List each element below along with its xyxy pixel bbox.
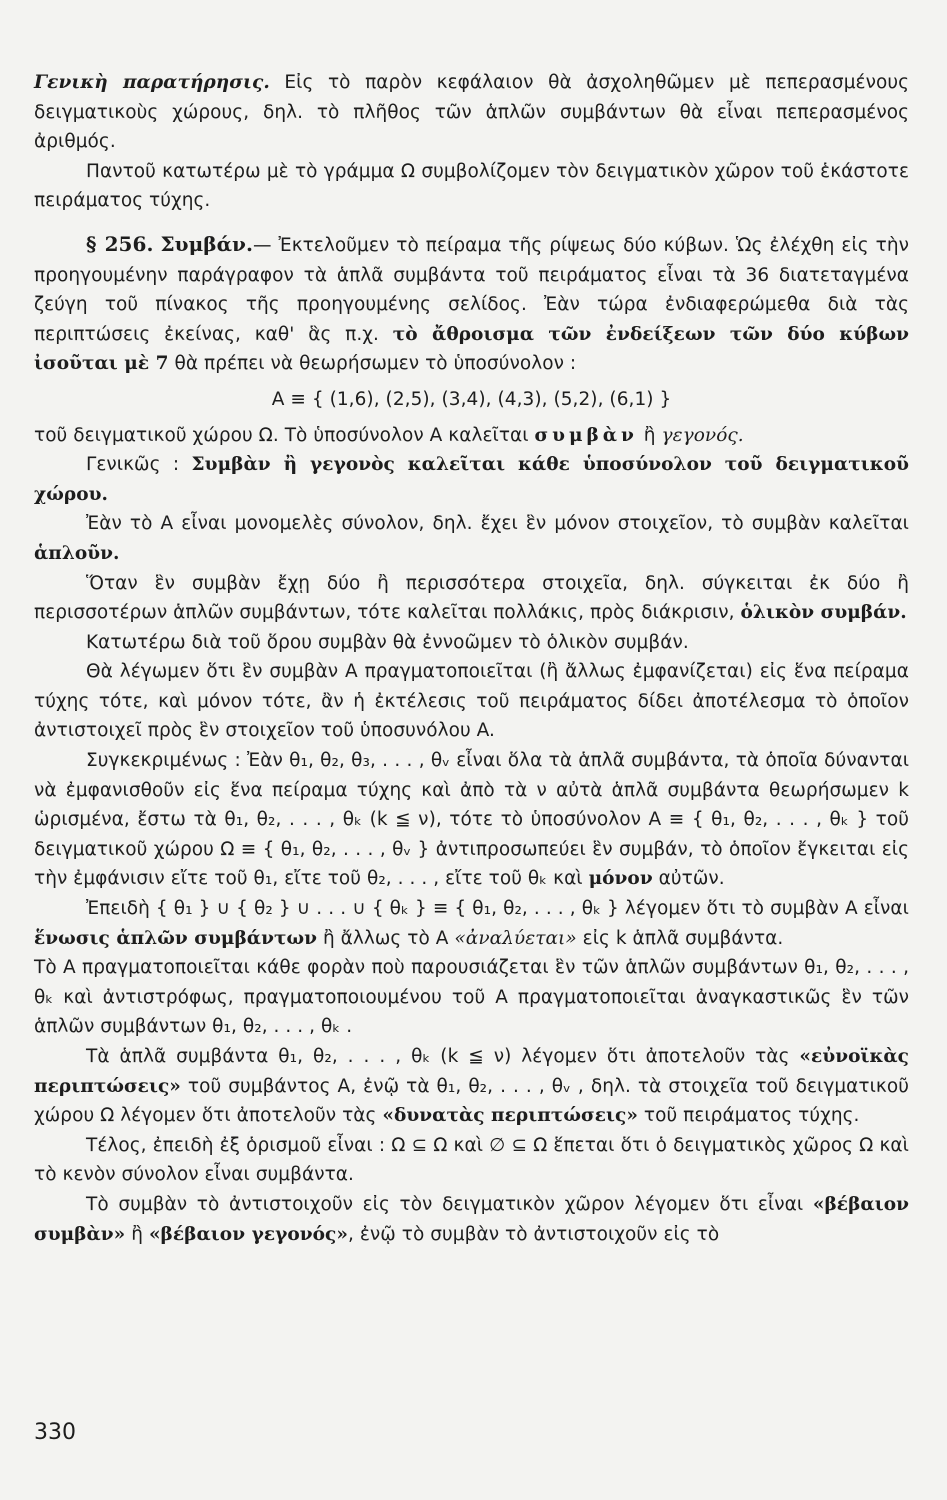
remark-heading: Γενικὴ παρατήρησις.	[34, 72, 270, 93]
paragraph-realization: Θὰ λέγωμεν ὅτι ἓν συμβὰν A πραγματοποιεῖται (ἢ ἄλλως ἐμφανίζεται) εἰς ἕνα πείραμα τύχης τότε, καὶ μόνον τότε, ἂν ἡ ἐκτέλεσις τοῦ πειράματος δίδει ἀποτέλεσμα τὸ ὁποῖον ἀντιστοιχεῖ πρὸς ἓν στοιχεῖον τοῦ ὑποσυνόλου A.	[34, 661, 909, 742]
paragraph-favorable-cases: Τὰ ἁπλᾶ συμβάντα θ₁, θ₂, . . . , θₖ (k ≦ ν) λέγομεν ὅτι ἀποτελοῦν τὰς «εὐνοϊκὰς περιπτώσεις» τοῦ συμβάντος A, ἐνῷ τὰ θ₁, θ₂, . . . , θᵥ , δηλ. τὰ στοιχεῖα τοῦ δειγματικοῦ χώρου Ω λέγομεν ὅτι ἀποτελοῦν τὰς «δυνατὰς περιπτώσεις» τοῦ πειράματος τύχης.	[34, 1046, 909, 1127]
paragraph-union: Ἐπειδὴ { θ₁ } ∪ { θ₂ } ∪ . . . ∪ { θₖ } ≡ { θ₁, θ₂, . . . , θₖ } λέγομεν ὅτι τὸ συμβὰν A εἶναι ἕνωσις ἁπλῶν συμβάντων ἢ ἄλλως τὸ A «ἀναλύεται» εἰς k ἁπλᾶ συμβάντα.	[34, 898, 909, 949]
paragraph-specifically: Συγκεκριμένως : Ἐὰν θ₁, θ₂, θ₃, . . . , θᵥ εἶναι ὅλα τὰ ἁπλᾶ συμβάντα, τὰ ὁποῖα δύνανται νὰ ἐμφανισθοῦν εἰς ἕνα πείραμα τύχης καὶ ἀπὸ τὰ ν αὐτὰ ἁπλᾶ συμβάντα θεωρήσωμεν k ὡρισμένα, ἔστω τὰ θ₁, θ₂, . . . , θₖ (k ≦ ν), τότε τὸ ὑποσύνολον A ≡ { θ₁, θ₂, . . . , θₖ } τοῦ δειγματικοῦ χώρου Ω ≡ { θ₁, θ₂, . . . , θᵥ } ἀντιπροσωπεύει ἓν συμβάν, τὸ ὁποῖον ἔγκειται εἰς τὴν ἐμφάνισιν εἴτε τοῦ θ₁, εἴτε τοῦ θ₂, . . . , εἴτε τοῦ θₖ καὶ μόνον αὐτῶν.	[34, 750, 909, 890]
paragraph-realized-every-time: Τὸ A πραγματοποιεῖται κάθε φορὰν ποὺ παρουσιάζεται ἓν τῶν ἁπλῶν συμβάντων θ₁, θ₂, . . . , θₖ καὶ ἀντιστρόφως, πραγματοποιουμένου τοῦ A πραγματοποιεῖται ἀναγκαστικῶς ἓν τῶν ἁπλῶν συμβάντων θ₁, θ₂, . . . , θₖ .	[34, 957, 909, 1038]
paragraph-event-definition: τοῦ δειγματικοῦ χώρου Ω. Τὸ ὑποσύνολον A καλεῖται συμβὰν ἢ γεγονός.	[34, 424, 744, 446]
paragraph-certain-event: Τὸ συμβὰν τὸ ἀντιστοιχοῦν εἰς τὸν δειγματικὸν χῶρον λέγομεν ὅτι εἶναι «βέβαιον συμβὰν» ἢ «βέβαιον γεγονός», ἐνῷ τὸ συμβὰν τὸ ἀντιστοιχοῦν εἰς τὸ	[34, 1193, 909, 1245]
page-number: 330	[34, 1420, 76, 1445]
subset-formula: A ≡ { (1,6), (2,5), (3,4), (4,3), (5,2), (6,1) }	[271, 388, 672, 410]
section-256: § 256. Συμβάν.— Ἐκτελοῦμεν τὸ πείραμα τῆς ρίψεως δύο κύβων. Ὡς ἐλέχθη εἰς τὴν προηγουμένην παράγραφον τὰ ἁπλᾶ συμβάντα τοῦ πειράματος εἶναι τὰ 36 διατεταγμένα ζεύγη τοῦ πίνακος τῆς προηγουμένης σελίδος. Ἐὰν τώρα ἐνδιαφερώμεθα διὰ τὰς περιπτώσεις ἐκείνας, καθ' ἃς π.χ. τὸ ἄθροισμα τῶν ἐνδείξεων τῶν δύο κύβων ἰσοῦται μὲ 7 θὰ πρέπει νὰ θεωρήσωμεν τὸ ὑποσύνολον :	[34, 231, 910, 375]
paragraph-simple-event: Ἐὰν τὸ A εἶναι μονομελὲς σύνολον, δηλ. ἔχει ἓν μόνον στοιχεῖον, τὸ συμβὰν καλεῖται ἁπλοῦν.	[34, 513, 909, 564]
section-number: § 256.	[86, 231, 154, 256]
section-title: Συμβάν.	[160, 231, 253, 256]
paragraph-general-definition: Γενικῶς : Συμβὰν ἢ γεγονὸς καλεῖται κάθε ὑποσύνολον τοῦ δειγματικοῦ χώρου.	[34, 454, 909, 505]
paragraph-total-event: Ὅταν ἓν συμβὰν ἔχῃ δύο ἢ περισσότερα στοιχεῖα, δηλ. σύγκειται ἐκ δύο ἢ περισσοτέρων ἁπλῶν συμβάντων, τότε καλεῖται πολλάκις, πρὸς διάκρισιν, ὁλικὸν συμβάν.	[34, 572, 909, 624]
paragraph-omega-notation: Παντοῦ κατωτέρω μὲ τὸ γράμμα Ω συμβολίζομεν τὸν δειγματικὸν χῶρον τοῦ ἑκάστοτε πειράματος τύχης.	[34, 160, 909, 212]
paragraph-finally: Τέλος, ἐπειδὴ ἐξ ὁρισμοῦ εἶναι : Ω ⊆ Ω καὶ ∅ ⊆ Ω ἕπεται ὅτι ὁ δειγματικὸς χῶρος Ω καὶ τὸ κενὸν σύνολον εἶναι συμβάντα.	[34, 1134, 909, 1186]
paragraph-general-remark: Γενικὴ παρατήρησις. Εἰς τὸ παρὸν κεφάλαιον θὰ ἀσχοληθῶμεν μὲ πεπερασμένους δειγματικοὺς χώρους, δηλ. τὸ πλῆθος τῶν ἁπλῶν συμβάντων θὰ εἶναι πεπερασμένος ἀριθμός.	[34, 72, 909, 153]
paragraph-term-note: Κατωτέρω διὰ τοῦ ὅρου συμβὰν θὰ ἐννοῶμεν τὸ ὁλικὸν συμβάν.	[86, 631, 689, 653]
